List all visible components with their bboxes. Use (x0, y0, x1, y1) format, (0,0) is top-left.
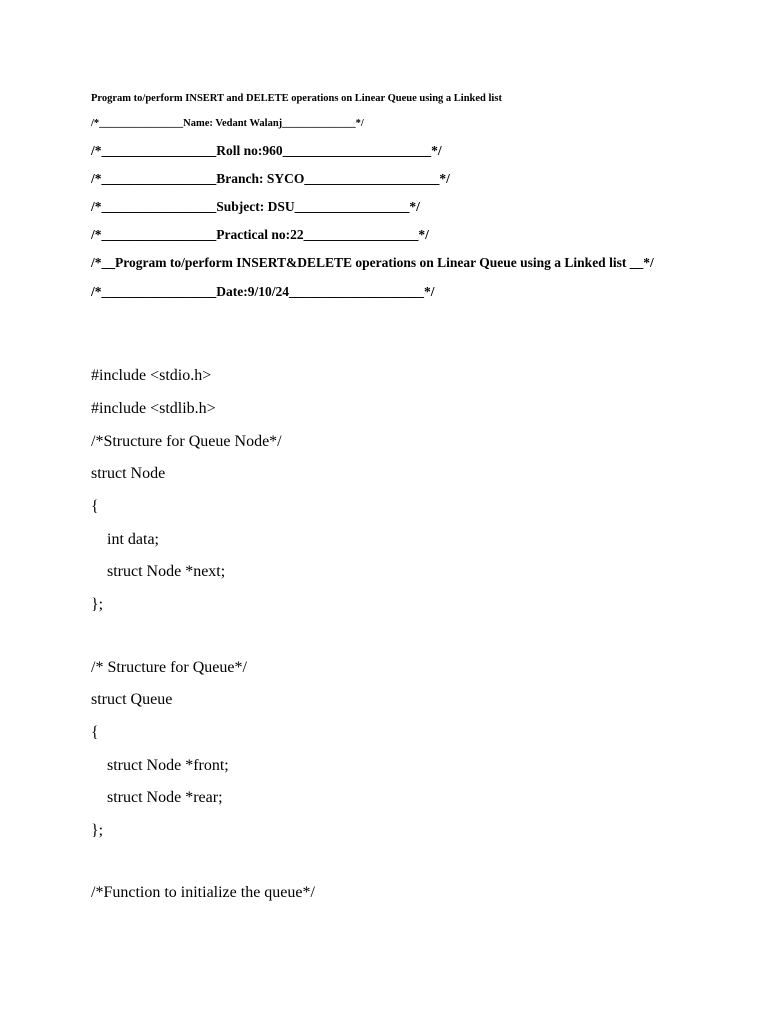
subject-line: /*_________________Subject: DSU_________________*/ (91, 199, 420, 214)
code-line: #include <stdlib.h> (91, 400, 216, 417)
date-line: /*_________________Date:9/10/24____________________*/ (91, 284, 435, 299)
branch-line: /*_________________Branch: SYCO____________________*/ (91, 171, 450, 186)
roll-line: /*_________________Roll no:960______________________*/ (91, 143, 442, 158)
code-line: int data; (91, 531, 159, 548)
code-comment: /*Structure for Queue Node*/ (91, 433, 282, 450)
code-line: struct Node *rear; (91, 789, 223, 806)
practical-line: /*_________________Practical no:22_________________*/ (91, 227, 429, 242)
code-line: { (91, 724, 99, 741)
program-line: /*__Program to/perform INSERT&DELETE operations on Linear Queue using a Linked list __*/ (91, 255, 654, 270)
code-line: }; (91, 822, 104, 839)
code-line: }; (91, 596, 104, 613)
code-comment: /* Structure for Queue*/ (91, 659, 247, 676)
code-line: struct Node *next; (91, 563, 226, 580)
name-line: /*________________Name: Vedant Walanj______________*/ (91, 118, 364, 129)
code-line: #include <stdio.h> (91, 367, 212, 384)
code-line: struct Node *front; (91, 757, 229, 774)
code-line: struct Node (91, 465, 166, 482)
document-title: Program to/perform INSERT and DELETE operations on Linear Queue using a Linked list (91, 93, 502, 104)
code-line: { (91, 498, 99, 515)
code-comment: /*Function to initialize the queue*/ (91, 884, 315, 901)
code-line: struct Queue (91, 691, 173, 708)
